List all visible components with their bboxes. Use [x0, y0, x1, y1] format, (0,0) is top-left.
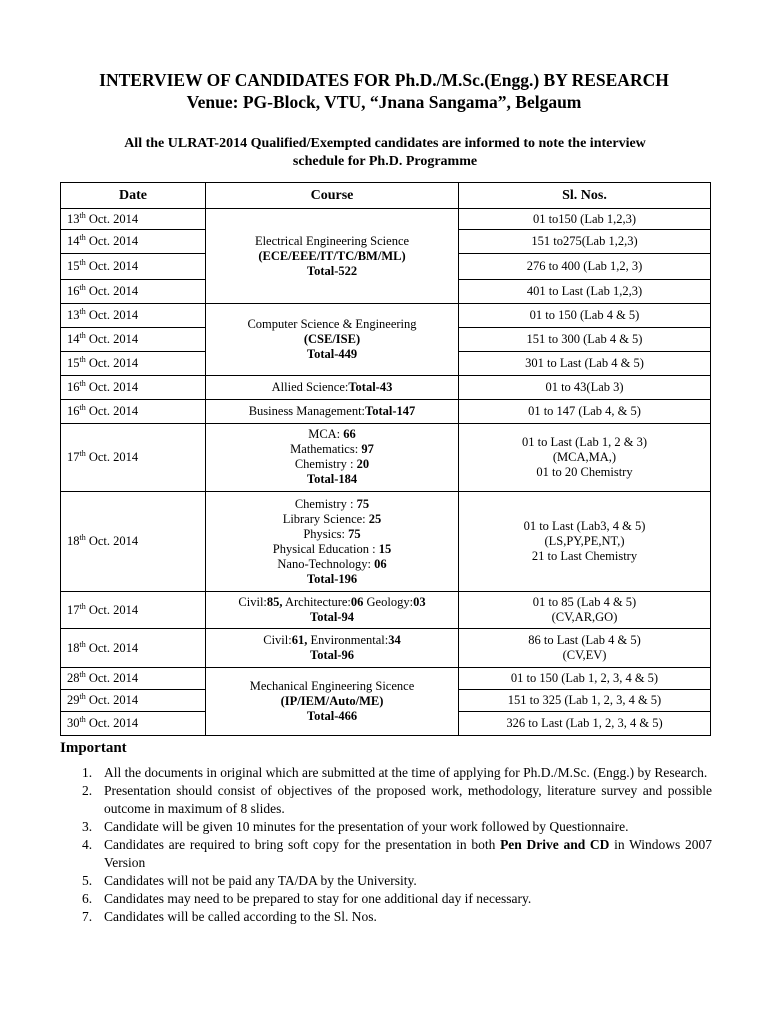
date-cell: 13th Oct. 2014 [61, 209, 206, 230]
sl-cell: 151 to275(Lab 1,2,3) [459, 230, 711, 254]
important-list [60, 764, 712, 926]
table-row [61, 304, 711, 328]
table-row [61, 592, 711, 629]
date-cell: 13th Oct. 2014 [61, 304, 206, 328]
course-cell-business-management: Business Management:Total-147 [206, 399, 459, 423]
table-row [61, 209, 711, 230]
document-title: INTERVIEW OF CANDIDATES FOR Ph.D./M.Sc.(Engg.) BY RESEARCH [99, 70, 669, 90]
sl-cell: 151 to 325 (Lab 1, 2, 3, 4 & 5) [459, 689, 711, 711]
date-cell: 17th Oct. 2014 [61, 592, 206, 629]
date-cell: 30th Oct. 2014 [61, 711, 206, 735]
schedule-table [60, 182, 711, 736]
sl-cell: 01 to Last (Lab3, 4 & 5) (LS,PY,PE,NT,) 21 to Last Chemistry [459, 491, 711, 591]
course-cell-computer-science: Computer Science & Engineering (CSE/ISE) Total-449 [206, 304, 459, 375]
list-item: 7. Candidates will be called according to the Sl. Nos. [82, 909, 377, 924]
sl-cell: 01 to 147 (Lab 4, & 5) [459, 399, 711, 423]
course-cell-civil-environmental: Civil:61, Environmental:34 Total-96 [206, 629, 459, 667]
sl-cell: 151 to 300 (Lab 4 & 5) [459, 328, 711, 352]
notice-line-1: All the ULRAT-2014 Qualified/Exempted candidates are informed to note the interview [124, 136, 646, 151]
date-cell: 15th Oct. 2014 [61, 254, 206, 280]
date-cell: 29th Oct. 2014 [61, 689, 206, 711]
sl-cell: 401 to Last (Lab 1,2,3) [459, 280, 711, 304]
header-course: Course [206, 183, 459, 209]
date-cell: 18th Oct. 2014 [61, 629, 206, 667]
header-sl: Sl. Nos. [459, 183, 711, 209]
list-item: 4. Candidates are required to bring soft copy for the presentation in both Pen Drive and CD in Windows 2007 Version [82, 837, 712, 870]
sl-cell: 276 to 400 (Lab 1,2, 3) [459, 254, 711, 280]
date-cell: 28th Oct. 2014 [61, 667, 206, 689]
table-row [61, 423, 711, 491]
course-cell-electrical: Electrical Engineering Science (ECE/EEE/IT/TC/BM/ML) Total-522 [206, 209, 459, 304]
sl-cell: 01 to 150 (Lab 4 & 5) [459, 304, 711, 328]
sl-cell: 01 to 85 (Lab 4 & 5) (CV,AR,GO) [459, 592, 711, 629]
sl-cell: 326 to Last (Lab 1, 2, 3, 4 & 5) [459, 711, 711, 735]
date-cell: 16th Oct. 2014 [61, 399, 206, 423]
sl-cell: 01 to Last (Lab 1, 2 & 3) (MCA,MA,) 01 to 20 Chemistry [459, 423, 711, 491]
sl-cell: 01 to150 (Lab 1,2,3) [459, 209, 711, 230]
important-heading: Important [60, 740, 127, 756]
table-row [61, 375, 711, 399]
date-cell: 14th Oct. 2014 [61, 230, 206, 254]
header-date: Date [61, 183, 206, 209]
sl-cell: 301 to Last (Lab 4 & 5) [459, 352, 711, 375]
table-row [61, 667, 711, 689]
list-item: 1. All the documents in original which are submitted at the time of applying for Ph.D./M.Sc. (Engg.) by Research. [82, 765, 708, 780]
list-item: 3. Candidate will be given 10 minutes for the presentation of your work followed by Questionnaire. [82, 819, 629, 834]
list-item: 5. Candidates will not be paid any TA/DA by the University. [82, 873, 417, 888]
list-item: 2. Presentation should consist of objectives of the proposed work, methodology, literature survey and possible outcome in maximum of 8 slides. [82, 783, 712, 816]
course-cell-allied-science: Allied Science:Total-43 [206, 375, 459, 399]
sl-cell: 86 to Last (Lab 4 & 5) (CV,EV) [459, 629, 711, 667]
date-cell: 18th Oct. 2014 [61, 491, 206, 591]
notice-text [60, 135, 710, 171]
course-cell-civil-architecture-geology: Civil:85, Architecture:06 Geology:03 Total-94 [206, 592, 459, 629]
table-row [61, 399, 711, 423]
table-header-row [61, 183, 711, 209]
course-cell-mca: MCA: 66 Mathematics: 97 Chemistry : 20 Total-184 [206, 423, 459, 491]
course-cell-sciences: Chemistry : 75 Library Science: 25 Physics: 75 Physical Education : 15 Nano-Technology: 06 Total-196 [206, 491, 459, 591]
table-row [61, 491, 711, 591]
table-row [61, 629, 711, 667]
date-cell: 14th Oct. 2014 [61, 328, 206, 352]
list-item: 6. Candidates may need to be prepared to stay for one additional day if necessary. [82, 891, 532, 906]
date-cell: 17th Oct. 2014 [61, 423, 206, 491]
sl-cell: 01 to 150 (Lab 1, 2, 3, 4 & 5) [459, 667, 711, 689]
course-cell-mechanical: Mechanical Engineering Sicence (IP/IEM/Auto/ME) Total-466 [206, 667, 459, 735]
date-cell: 16th Oct. 2014 [61, 280, 206, 304]
date-cell: 16th Oct. 2014 [61, 375, 206, 399]
venue-line: Venue: PG-Block, VTU, “Jnana Sangama”, Belgaum [186, 92, 582, 112]
date-cell: 15th Oct. 2014 [61, 352, 206, 375]
sl-cell: 01 to 43(Lab 3) [459, 375, 711, 399]
notice-line-2: schedule for Ph.D. Programme [292, 154, 478, 169]
